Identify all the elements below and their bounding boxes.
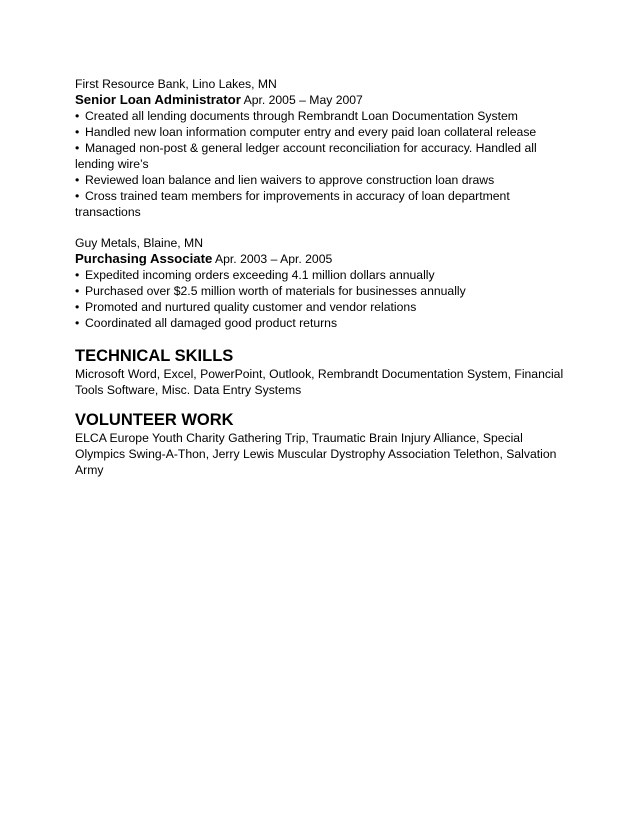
bullet-icon: •: [75, 300, 80, 314]
job-entry: [75, 76, 565, 220]
bullet-text: Coordinated all damaged good product returns: [85, 316, 338, 330]
bullet-text: Purchased over $2.5 million worth of materials for businesses annually: [85, 284, 466, 298]
job-bullet: [75, 315, 565, 331]
job-bullet-list: [75, 108, 565, 220]
bullet-text: Reviewed loan balance and lien waivers to approve construction loan draws: [85, 173, 495, 187]
job-bullet: [75, 140, 565, 172]
bullet-text: Handled new loan information computer entry and every paid loan collateral release: [85, 125, 537, 139]
job-bullet: [75, 299, 565, 315]
bullet-text: Expedited incoming orders exceeding 4.1 million dollars annually: [85, 268, 435, 282]
bullet-icon: •: [75, 189, 80, 203]
bullet-icon: •: [75, 268, 80, 282]
bullet-icon: •: [75, 109, 80, 123]
bullet-icon: •: [75, 125, 80, 139]
job-bullet: [75, 108, 565, 124]
job-title: Senior Loan Administrator: [75, 92, 241, 107]
job-bullet: [75, 267, 565, 283]
job-bullet-list: [75, 267, 565, 331]
job-entry: [75, 235, 565, 331]
job-bullet: [75, 124, 565, 140]
job-title-line: [75, 251, 565, 267]
job-bullet: [75, 188, 565, 220]
job-dates: Apr. 2005 – May 2007: [243, 93, 363, 107]
bullet-icon: •: [75, 173, 80, 187]
volunteer-work-section: [75, 410, 565, 478]
bullet-text: Created all lending documents through Rembrandt Loan Documentation System: [85, 109, 518, 123]
job-bullet: [75, 172, 565, 188]
bullet-text: Promoted and nurtured quality customer and vendor relations: [85, 300, 417, 314]
bullet-text: Managed non-post & general ledger account reconciliation for accuracy. Handled all lending wire’s: [75, 141, 537, 171]
resume-page: [75, 76, 565, 490]
technical-skills-section: [75, 346, 565, 398]
section-body: Microsoft Word, Excel, PowerPoint, Outlook, Rembrandt Documentation System, Financial Tools Software, Misc. Data Entry Systems: [75, 367, 564, 397]
company-location: First Resource Bank, Lino Lakes, MN: [75, 77, 277, 91]
bullet-icon: •: [75, 284, 80, 298]
bullet-icon: •: [75, 141, 80, 155]
job-title: Purchasing Associate: [75, 251, 213, 266]
section-body: ELCA Europe Youth Charity Gathering Trip, Traumatic Brain Injury Alliance, Special Olympics Swing-A-Thon, Jerry Lewis Muscular Dystrophy Association Telethon, Salvation Army: [75, 431, 557, 477]
job-title-line: [75, 92, 565, 108]
job-bullet: [75, 283, 565, 299]
job-dates: Apr. 2003 – Apr. 2005: [215, 252, 333, 266]
bullet-text: Cross trained team members for improvements in accuracy of loan department transactions: [75, 189, 510, 219]
section-heading: TECHNICAL SKILLS: [75, 347, 234, 365]
company-location: Guy Metals, Blaine, MN: [75, 236, 204, 250]
section-heading: VOLUNTEER WORK: [75, 411, 234, 429]
bullet-icon: •: [75, 316, 80, 330]
